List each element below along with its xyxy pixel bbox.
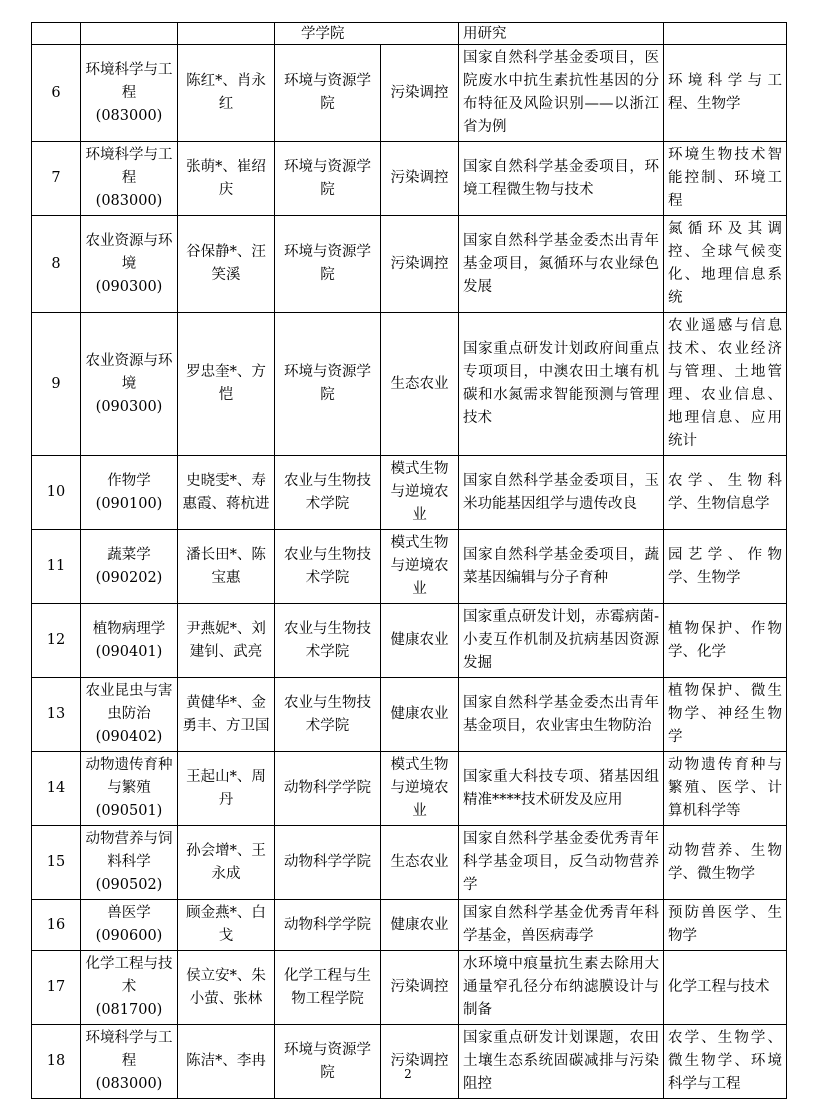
cell-tutor: 张萌*、崔绍庆 (178, 142, 275, 216)
cell-no: 11 (32, 530, 81, 604)
cell-no: 10 (32, 456, 81, 530)
cell-project: 国家自然科学基金委项目，环境工程微生物与技术 (459, 142, 664, 216)
cell-disciplines: 植物保护、作物学、化学 (664, 604, 787, 678)
cell-college: 农业与生物技术学院 (275, 604, 381, 678)
cell-college: 农业与生物技术学院 (275, 678, 381, 752)
continuation-cell (178, 23, 275, 45)
cell-college: 环境与资源学院 (275, 1025, 381, 1099)
cell-tutor: 陈洁*、李冉 (178, 1025, 275, 1099)
cell-direction: 污染调控 (381, 142, 459, 216)
cell-tutor: 潘长田*、陈宝惠 (178, 530, 275, 604)
cell-disciplines: 农学、生物学、微生物学、环境科学与工程 (664, 1025, 787, 1099)
cell-disciplines: 氮循环及其调控、全球气候变化、地理信息系统 (664, 216, 787, 313)
cell-disciplines: 动物遗传育种与繁殖、医学、计算机科学等 (664, 752, 787, 826)
cell-major: 动物遗传育种与繁殖 (090501) (81, 752, 178, 826)
table-row (32, 900, 787, 951)
cell-project: 国家自然科学基金委优秀青年科学基金项目，反刍动物营养学 (459, 826, 664, 900)
table-row (32, 313, 787, 456)
cell-project: 国家自然科学基金优秀青年科学基金，兽医病毒学 (459, 900, 664, 951)
cell-direction: 污染调控 (381, 1025, 459, 1099)
cell-major: 农业资源与环境 (090300) (81, 313, 178, 456)
cell-major: 环境科学与工程 (083000) (81, 45, 178, 142)
cell-project: 国家重点研发计划，赤霉病菌-小麦互作机制及抗病基因资源发掘 (459, 604, 664, 678)
continuation-cell: 用研究 (459, 23, 664, 45)
cell-no: 12 (32, 604, 81, 678)
project-table (31, 22, 787, 1099)
cell-direction: 健康农业 (381, 900, 459, 951)
cell-no: 9 (32, 313, 81, 456)
cell-tutor: 谷保静*、汪笑溪 (178, 216, 275, 313)
table-row (32, 604, 787, 678)
cell-major: 植物病理学 (090401) (81, 604, 178, 678)
cell-tutor: 史晓雯*、寿惠霞、蒋杭进 (178, 456, 275, 530)
cell-college: 化学工程与生物工程学院 (275, 951, 381, 1025)
cell-tutor: 陈红*、肖永红 (178, 45, 275, 142)
cell-direction: 污染调控 (381, 216, 459, 313)
cell-direction: 健康农业 (381, 604, 459, 678)
table-row (32, 826, 787, 900)
cell-project: 国家自然科学基金委项目，玉米功能基因组学与遗传改良 (459, 456, 664, 530)
cell-tutor: 罗忠奎*、方恺 (178, 313, 275, 456)
cell-direction: 模式生物与逆境农业 (381, 752, 459, 826)
cell-project: 国家自然科学基金委杰出青年基金项目，农业害虫生物防治 (459, 678, 664, 752)
cell-project: 国家重点研发计划课题，农田土壤生态系统固碳减排与污染阻控 (459, 1025, 664, 1099)
table-row (32, 678, 787, 752)
cell-project: 国家自然科学基金委杰出青年基金项目，氮循环与农业绿色发展 (459, 216, 664, 313)
cell-no: 14 (32, 752, 81, 826)
cell-project: 国家自然科学基金委项目，蔬菜基因编辑与分子育种 (459, 530, 664, 604)
table-row (32, 530, 787, 604)
continuation-cell: 学学院 (275, 23, 459, 45)
cell-project: 水环境中痕量抗生素去除用大通量窄孔径分布纳滤膜设计与制备 (459, 951, 664, 1025)
cell-no: 8 (32, 216, 81, 313)
cell-tutor: 王起山*、周丹 (178, 752, 275, 826)
table-row (32, 456, 787, 530)
cell-major: 环境科学与工程 (083000) (81, 1025, 178, 1099)
cell-project: 国家重大科技专项、猪基因组精准****技术研发及应用 (459, 752, 664, 826)
table-row (32, 142, 787, 216)
cell-project: 国家重点研发计划政府间重点专项项目，中澳农田土壤有机碳和水氮需求智能预测与管理技术 (459, 313, 664, 456)
cell-college: 环境与资源学院 (275, 142, 381, 216)
cell-major: 作物学 (090100) (81, 456, 178, 530)
cell-college: 动物科学学院 (275, 900, 381, 951)
cell-direction: 生态农业 (381, 826, 459, 900)
cell-no: 15 (32, 826, 81, 900)
cell-college: 环境与资源学院 (275, 313, 381, 456)
cell-disciplines: 农业遥感与信息技术、农业经济与管理、土地管理、农业信息、地理信息、应用统计 (664, 313, 787, 456)
cell-disciplines: 农学、生物科学、生物信息学 (664, 456, 787, 530)
table-row (32, 1025, 787, 1099)
cell-direction: 污染调控 (381, 45, 459, 142)
cell-disciplines: 化学工程与技术 (664, 951, 787, 1025)
cell-college: 环境与资源学院 (275, 45, 381, 142)
cell-college: 动物科学学院 (275, 752, 381, 826)
cell-disciplines: 植物保护、微生物学、神经生物学 (664, 678, 787, 752)
cell-tutor: 顾金燕*、白戈 (178, 900, 275, 951)
cell-no: 16 (32, 900, 81, 951)
cell-disciplines: 环境生物技术智能控制、环境工程 (664, 142, 787, 216)
cell-tutor: 黄健华*、金勇丰、方卫国 (178, 678, 275, 752)
cell-college: 环境与资源学院 (275, 216, 381, 313)
cell-no: 18 (32, 1025, 81, 1099)
cell-disciplines: 动物营养、生物学、微生物学 (664, 826, 787, 900)
cell-direction: 健康农业 (381, 678, 459, 752)
cell-no: 6 (32, 45, 81, 142)
cell-direction: 模式生物与逆境农业 (381, 530, 459, 604)
cell-college: 农业与生物技术学院 (275, 530, 381, 604)
table-row (32, 216, 787, 313)
cell-major: 农业昆虫与害虫防治 (090402) (81, 678, 178, 752)
cell-no: 7 (32, 142, 81, 216)
cell-no: 13 (32, 678, 81, 752)
table-row (32, 45, 787, 142)
cell-direction: 模式生物与逆境农业 (381, 456, 459, 530)
continuation-cell (32, 23, 81, 45)
cell-tutor: 尹燕妮*、刘建钊、武亮 (178, 604, 275, 678)
cell-major: 环境科学与工程 (083000) (81, 142, 178, 216)
cell-major: 蔬菜学 (090202) (81, 530, 178, 604)
cell-tutor: 孙会增*、王永成 (178, 826, 275, 900)
cell-project: 国家自然科学基金委项目，医院废水中抗生素抗性基因的分布特征及风险识别——以浙江省为例 (459, 45, 664, 142)
cell-major: 化学工程与技术 (081700) (81, 951, 178, 1025)
cell-major: 动物营养与饲料科学 (090502) (81, 826, 178, 900)
cell-disciplines: 环境科学与工程、生物学 (664, 45, 787, 142)
cell-direction: 生态农业 (381, 313, 459, 456)
cell-college: 动物科学学院 (275, 826, 381, 900)
page-number: 2 (404, 1067, 412, 1081)
cell-tutor: 侯立安*、朱小萤、张林 (178, 951, 275, 1025)
cell-college: 农业与生物技术学院 (275, 456, 381, 530)
table-row (32, 951, 787, 1025)
continuation-cell (664, 23, 787, 45)
cell-disciplines: 预防兽医学、生物学 (664, 900, 787, 951)
cell-direction: 污染调控 (381, 951, 459, 1025)
cell-disciplines: 园艺学、作物学、生物学 (664, 530, 787, 604)
cell-major: 兽医学 (090600) (81, 900, 178, 951)
cell-major: 农业资源与环境 (090300) (81, 216, 178, 313)
table-row (32, 752, 787, 826)
continuation-cell (81, 23, 178, 45)
cell-no: 17 (32, 951, 81, 1025)
header-continuation-row (32, 23, 787, 45)
